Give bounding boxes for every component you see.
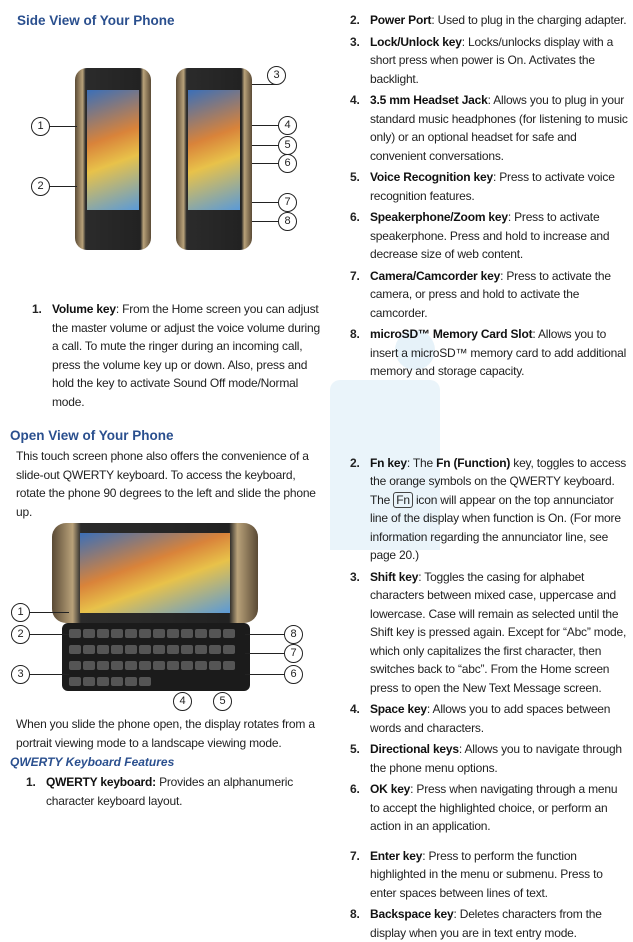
callout-1: 1 [31, 117, 50, 136]
side-item-6: 6. Speakerphone/Zoom key: Press to activate speakerphone. Press and hold to increase and decrease size of web content. [350, 210, 610, 261]
open-item-8: 8. Backspace key: Deletes characters from the display when you are in text entry mode. [350, 907, 602, 940]
phone-open-image [52, 523, 258, 623]
side-view-title: Side View of Your Phone [17, 13, 175, 28]
open-callout-6: 6 [284, 665, 303, 684]
callout-8: 8 [278, 212, 297, 231]
open-item-7: 7. Enter key: Press to perform the function highlighted in the menu or submenu. Press to enter spaces between lines of text. [350, 848, 603, 900]
open-callout-5: 5 [213, 692, 232, 711]
open-callout-7: 7 [284, 644, 303, 663]
phone-side-image-left [75, 68, 151, 250]
callout-6: 6 [278, 154, 297, 173]
callout-2: 2 [31, 177, 50, 196]
left-column [10, 12, 322, 810]
open-view-figure [10, 523, 322, 715]
open-callout-4: 4 [173, 692, 192, 711]
qwerty-subtitle: QWERTY Keyboard Features [10, 755, 175, 769]
open-callout-8: 8 [284, 625, 303, 644]
side-view-figure [10, 30, 322, 290]
open-callout-3: 3 [11, 665, 30, 684]
phone-side-image-right [176, 68, 252, 250]
open-view-after: When you slide the phone open, the display rotates from a portrait viewing mode to a landscape viewing mode. [16, 717, 315, 750]
open-view-intro: This touch screen phone also offers the convenience of a slide-out QWERTY keyboard. To access the keyboard, rotate the phone 90 degrees to the left and slide the phone up. [16, 449, 316, 519]
open-callout-2: 2 [11, 625, 30, 644]
open-item-4: 4. Space key: Allows you to add spaces between words and characters. [350, 702, 611, 735]
callout-3: 3 [267, 66, 286, 85]
open-item-2: 2. Fn key: The Fn (Function) key, toggles to access the orange symbols on the QWERTY keyboard. The Fn icon will appear on the top annunciator line of the display when function is On. (For more information regarding the annunciator line, see page 20.) [350, 455, 627, 562]
side-item-2: 2. Power Port: Used to plug in the charging adapter. [350, 13, 627, 27]
callout-5: 5 [278, 136, 297, 155]
right-column [350, 11, 630, 942]
open-item-1: 1. QWERTY keyboard: Provides an alphanumeric character keyboard layout. [26, 775, 294, 808]
callout-4: 4 [278, 116, 297, 135]
callout-7: 7 [278, 193, 297, 212]
side-item-8: 8. microSD™ Memory Card Slot: Allows you to insert a microSD™ memory card to add additional memory and storage capacity. [350, 327, 627, 378]
side-item-1: 1. Volume key: From the Home screen you can adjust the master volume or adjust the voice volume during a call. To mute the ringer during an incoming call, press the volume key up or down. Also, press and hold the key to activate Sound Off mode/Normal mode. [32, 302, 320, 409]
qwerty-keyboard-image [62, 623, 250, 691]
fn-icon: Fn [393, 492, 413, 508]
open-callout-1: 1 [11, 603, 30, 622]
open-view-title: Open View of Your Phone [10, 428, 174, 443]
open-item-6: 6. OK key: Press when navigating through a menu to accept the highlighted choice, or perform an action in an application. [350, 782, 618, 833]
open-item-3: 3. Shift key: Toggles the casing for alphabet characters between mixed case, uppercase and lowercase. Case will remain as selected until the Shift key is pressed again. Except for “Abc” mode, which only capitalizes the first character, then switches back to “abc”. From the Home screen press to open the New Text Message screen. [350, 569, 627, 695]
open-item-5: 5. Directional keys: Allows you to navigate through the phone menu options. [350, 742, 622, 775]
side-item-3: 3. Lock/Unlock key: Locks/unlocks display with a short press when power is On. Activates the backlight. [350, 34, 614, 86]
side-item-5: 5. Voice Recognition key: Press to activate voice recognition features. [350, 170, 615, 203]
side-item-7: 7. Camera/Camcorder key: Press to activate the camera, or press and hold to activate the camcorder. [350, 268, 611, 320]
side-item-4: 4. 3.5 mm Headset Jack: Allows you to plug in your standard music headphones (for listening to music only) or an optional headset for safe and convenient conversations. [350, 93, 628, 163]
